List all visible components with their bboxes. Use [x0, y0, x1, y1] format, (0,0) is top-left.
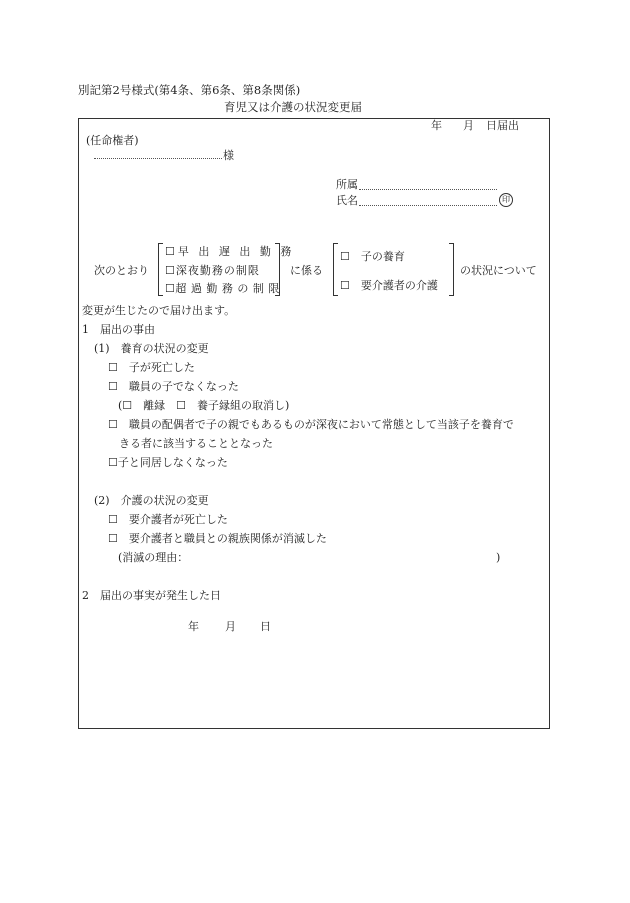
- statement-prefix: 次のとおり: [94, 264, 149, 277]
- extinction-reason-label: (消滅の理由：: [118, 551, 189, 564]
- reason-no-longer-child[interactable]: ☐ 職員の子でなくなった: [108, 380, 239, 393]
- section2-heading: 2 届出の事実が発生した日: [82, 589, 221, 602]
- reason-kinship-ended[interactable]: ☐ 要介護者と職員との親族関係が消滅した: [108, 532, 327, 545]
- reason-child-deceased[interactable]: ☐ 子が死亡した: [108, 361, 195, 374]
- form-reference: 別記第2号様式(第4条、第6条、第8条関係): [78, 83, 301, 97]
- left-bracket-close: [275, 243, 280, 296]
- reason-spouse-can-care[interactable]: ☐ 職員の配偶者で子の親でもあるものが深夜において常態として当該子を養育で: [108, 418, 514, 431]
- name-field[interactable]: [359, 205, 497, 206]
- option-nursing-care[interactable]: ☐ 要介護者の介護: [340, 279, 438, 292]
- reason-adoption-detail[interactable]: (☐ 離縁 ☐ 養子縁組の取消し): [118, 399, 290, 412]
- addressee-field[interactable]: [94, 158, 222, 159]
- extinction-reason-close: ): [496, 551, 501, 564]
- addressee-honorific: 様: [223, 149, 234, 162]
- section1-sub1-heading: (1) 養育の状況の変更: [94, 342, 209, 355]
- statement-connector: に係る: [290, 264, 323, 277]
- right-bracket-close: [449, 243, 454, 296]
- page-title: 育児又は介護の状況変更届: [224, 100, 362, 114]
- affiliation-label: 所属: [336, 178, 358, 191]
- section1-heading: 1 届出の事由: [82, 323, 155, 336]
- statement-line2: 変更が生じたので届け出ます。: [82, 304, 236, 317]
- option-child-care[interactable]: ☐ 子の養育: [340, 250, 405, 263]
- section1-sub2-heading: (2) 介護の状況の変更: [94, 494, 209, 507]
- left-bracket-open: [158, 243, 163, 296]
- affiliation-field[interactable]: [359, 189, 497, 190]
- reason-spouse-can-care-cont: きる者に該当することとなった: [119, 437, 273, 450]
- reason-care-recipient-deceased[interactable]: ☐ 要介護者が死亡した: [108, 513, 228, 526]
- seal-mark: 印: [499, 193, 513, 207]
- right-bracket-open: [333, 243, 338, 296]
- occurrence-day-label: 日: [260, 620, 271, 633]
- option-early-late-shift[interactable]: ☐早 出 遅 出 勤 務: [165, 245, 295, 258]
- option-overtime-limit[interactable]: ☐超 過 勤 務 の 制 限: [165, 282, 280, 295]
- addressee-label: (任命権者): [86, 134, 139, 147]
- date-day-label: 日届出: [486, 119, 519, 132]
- occurrence-year-label: 年: [188, 620, 199, 633]
- name-label: 氏名: [336, 194, 358, 207]
- statement-suffix: の状況について: [460, 264, 537, 277]
- option-night-limit[interactable]: ☐深夜勤務の制限: [165, 264, 260, 277]
- occurrence-month-label: 月: [225, 620, 236, 633]
- date-month-label: 月: [463, 119, 474, 132]
- date-year-label: 年: [431, 119, 442, 132]
- reason-not-cohabiting[interactable]: ☐子と同居しなくなった: [108, 456, 228, 469]
